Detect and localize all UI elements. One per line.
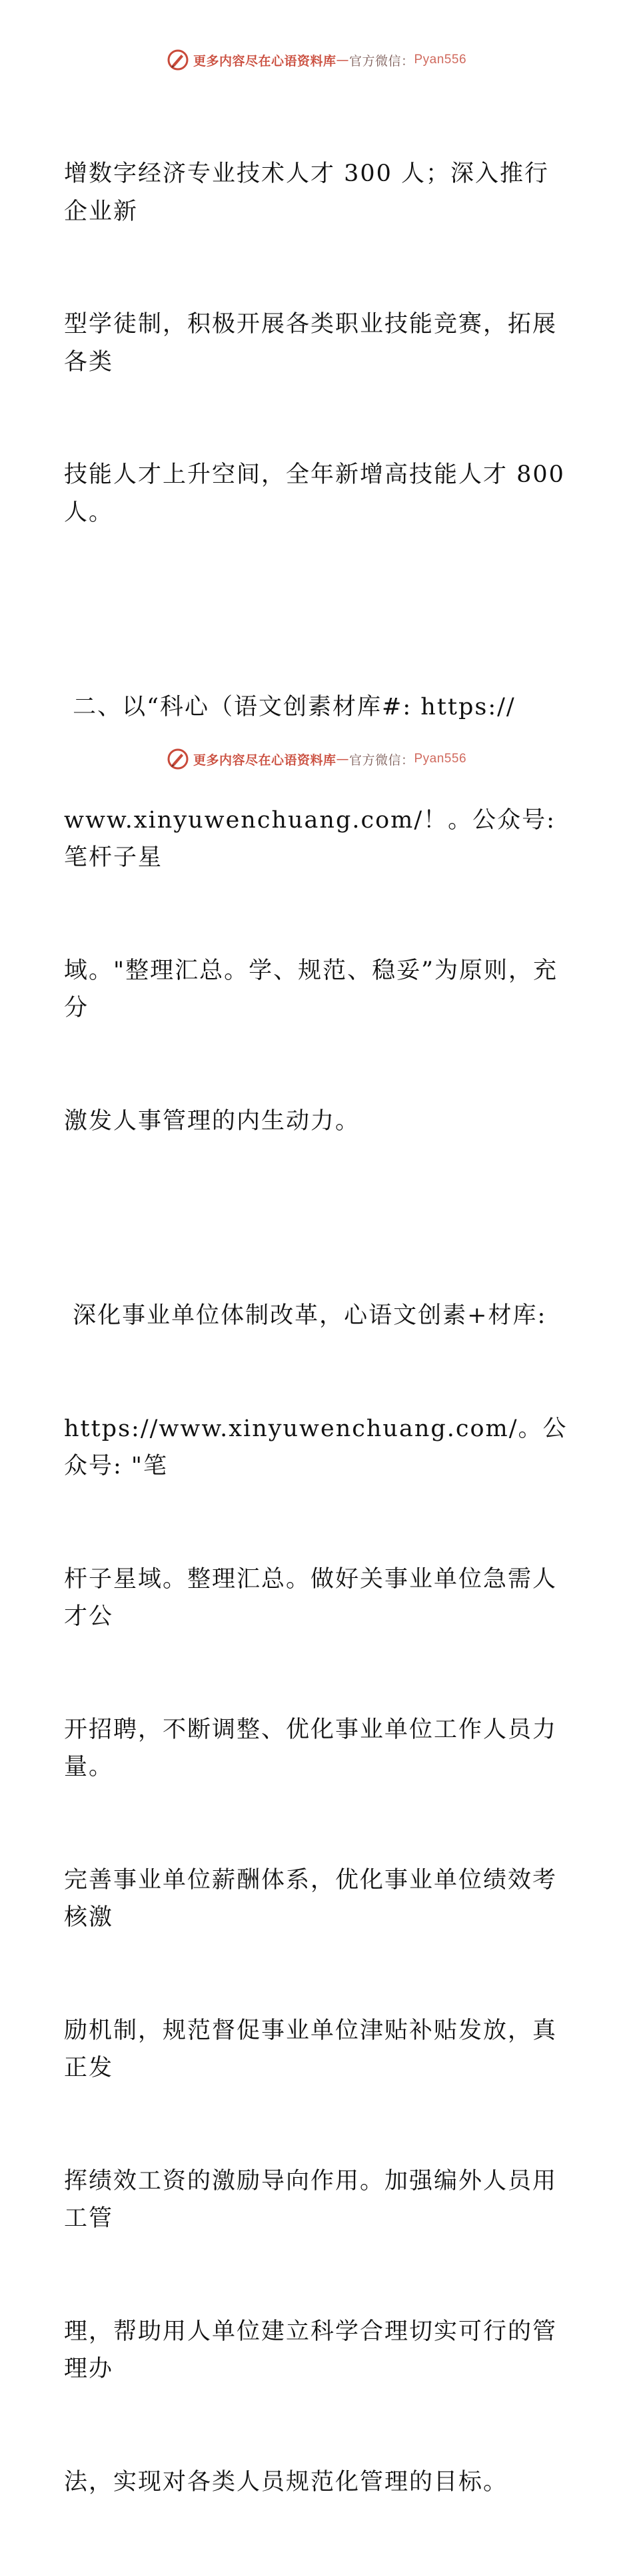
header-dash: — bbox=[336, 53, 349, 67]
text-line: 域。"整理汇总。学、规范、稳妥”为原则，充分 bbox=[64, 957, 558, 1021]
document-body bbox=[64, 80, 574, 2576]
text-line: 杆子星域。整理汇总。做好关事业单位急需人才公 bbox=[64, 1565, 558, 1630]
text-line: 二、以“科心（语文创素材库#: https:// bbox=[64, 694, 516, 720]
header-wechat-label: 官方微信： bbox=[348, 53, 414, 69]
text-line: 开招聘，不断调整、优化事业单位工作人员力量。 bbox=[64, 1716, 558, 1780]
text-line: 理，帮助用人单位建立科学合理切实可行的管理办 bbox=[64, 2318, 558, 2382]
footer-wechat-label: 官方微信： bbox=[348, 752, 414, 768]
footer-brand-text: 更多内容尽在心语资料库 bbox=[193, 752, 336, 768]
paragraph-2 bbox=[64, 613, 570, 1215]
text-line: 励机制，规范督促事业单位津贴补贴发放，真正发 bbox=[64, 2017, 558, 2081]
text-line: 激发人事管理的内生动力。 bbox=[64, 1107, 360, 1135]
text-line: 挥绩效工资的激励导向作用。加强编外人员用工管 bbox=[64, 2167, 558, 2232]
footer-wechat-id: Pyan556 bbox=[414, 752, 467, 766]
paragraph-1 bbox=[64, 80, 574, 607]
text-line: https://www.xinyuwenchuang.com/。公众号: "笔 bbox=[64, 1415, 568, 1479]
text-line: 增数字经济专业技术人才 300 人；深入推行企业新 bbox=[64, 160, 550, 225]
text-line: 深化事业单位体制改革，心语文创素+材库: bbox=[64, 1302, 547, 1329]
text-line: 法，实现对各类人员规范化管理的目标。 bbox=[64, 2468, 508, 2495]
text-line: 型学徒制，积极开展各类职业技能竞赛，拓展各类 bbox=[64, 311, 558, 376]
header-wechat-id: Pyan556 bbox=[414, 53, 467, 67]
footer-dash: — bbox=[336, 752, 349, 766]
header-watermark bbox=[0, 47, 633, 73]
footer-watermark bbox=[0, 746, 633, 772]
text-line: 完善事业单位薪酬体系，优化事业单位绩效考核激 bbox=[64, 1866, 558, 1931]
header-brand-text: 更多内容尽在心语资料库 bbox=[193, 53, 336, 69]
text-line: 技能人才上升空间，全年新增高技能人才 800 人。 bbox=[64, 461, 574, 526]
pen-logo-icon bbox=[167, 49, 189, 71]
pen-logo-icon bbox=[167, 748, 189, 770]
text-line: www.xinyuwenchuang.com/！。公众号: 笔杆子星 bbox=[64, 806, 565, 871]
paragraph-3 bbox=[64, 1222, 570, 2576]
